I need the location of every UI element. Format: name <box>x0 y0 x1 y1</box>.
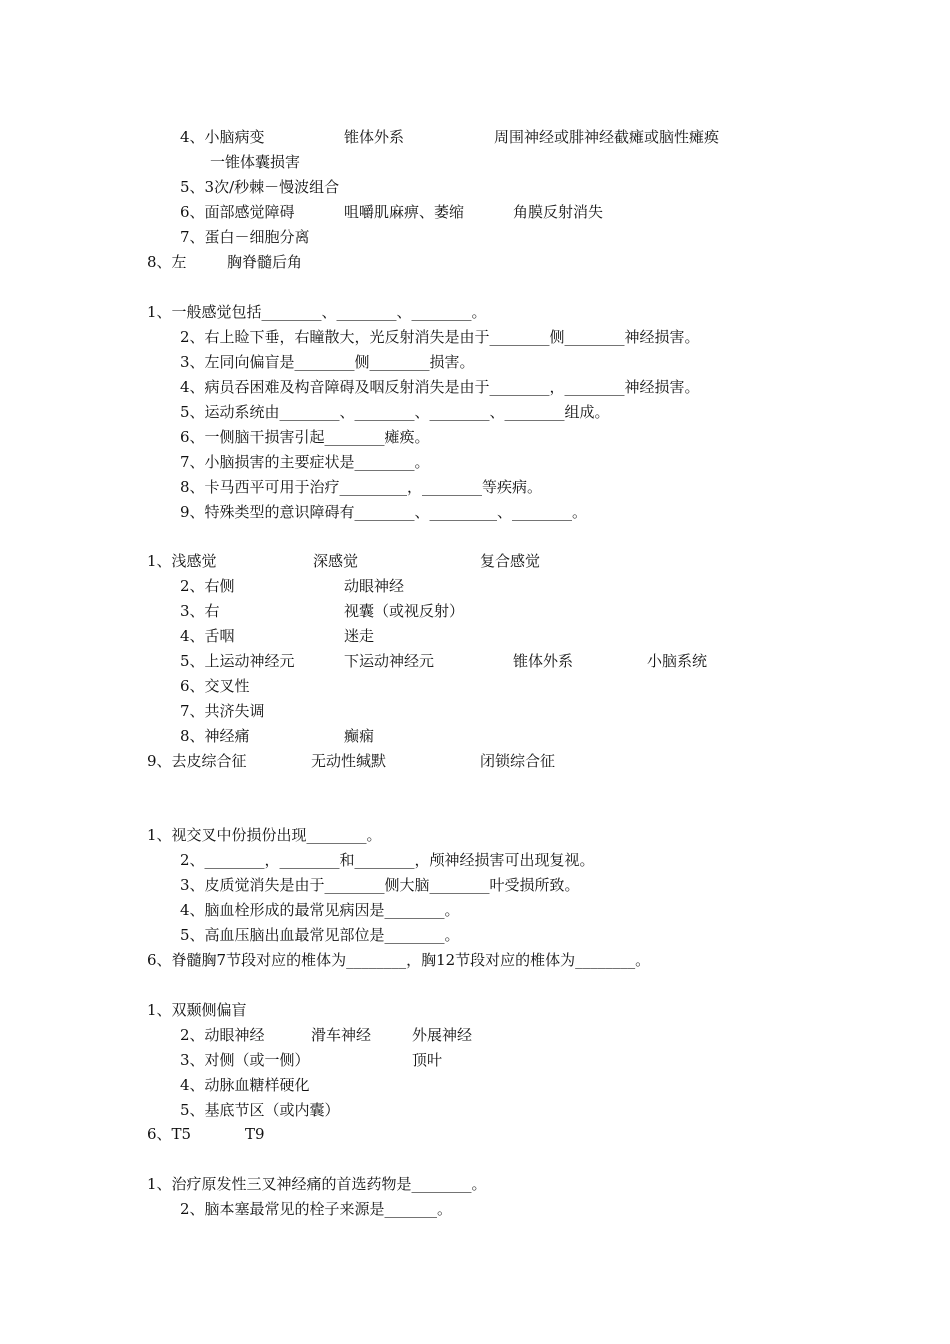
text-line <box>180 452 930 472</box>
text-segment: 深感觉 <box>313 552 359 570</box>
text-line <box>147 1174 930 1194</box>
text-line <box>180 377 930 397</box>
text-segment: 9、特殊类型的意识障碍有________、_________、________。 <box>180 503 588 521</box>
text-segment: 3、左同向偏盲是________侧________损害。 <box>180 353 475 371</box>
text-segment: 5、运动系统由________、________、________、________组成。 <box>180 403 610 421</box>
text-line <box>147 302 930 322</box>
text-segment: 2、动眼神经 <box>180 1026 265 1044</box>
text-segment: 动眼神经 <box>344 577 405 595</box>
text-line <box>147 252 930 272</box>
text-line <box>180 177 930 197</box>
text-segment: 顶叶 <box>412 1051 443 1069</box>
text-line <box>180 502 930 522</box>
text-line <box>180 626 930 646</box>
text-line <box>180 726 930 746</box>
text-segment: 小脑系统 <box>647 652 708 670</box>
text-segment: 角膜反射消失 <box>513 203 604 221</box>
text-segment: 8、卡马西平可用于治疗_________，________等疾病。 <box>180 478 543 496</box>
text-line <box>180 1100 930 1120</box>
text-line <box>180 202 930 222</box>
text-segment: 闭锁综合征 <box>480 752 556 770</box>
text-segment: 锥体外系 <box>513 652 574 670</box>
text-segment: 1、一般感觉包括________、________、________。 <box>147 303 487 321</box>
text-segment: 2、右侧 <box>180 577 235 595</box>
text-segment: 1、双颞侧偏盲 <box>147 1001 247 1019</box>
text-line <box>210 152 930 172</box>
text-segment: 5、基底节区（或内囊） <box>180 1101 340 1119</box>
text-line <box>180 651 930 671</box>
text-line <box>147 751 930 771</box>
text-segment: 4、动脉血糖样硬化 <box>180 1076 310 1094</box>
text-line <box>180 227 930 247</box>
text-segment: 4、脑血栓形成的最常见病因是________。 <box>180 901 460 919</box>
text-segment: 6、面部感觉障碍 <box>180 203 295 221</box>
text-segment: 咀嚼肌麻痹、萎缩 <box>344 203 465 221</box>
text-line <box>147 825 930 845</box>
text-line <box>180 1050 930 1070</box>
text-line <box>147 1000 930 1020</box>
text-segment: 3、右 <box>180 602 220 620</box>
text-line <box>180 352 930 372</box>
text-line <box>180 1025 930 1045</box>
text-segment: 1、浅感觉 <box>147 552 217 570</box>
text-segment: 5、高血压脑出血最常见部位是________。 <box>180 926 460 944</box>
text-line <box>180 127 930 147</box>
text-segment: 锥体外系 <box>344 128 405 146</box>
text-segment: 6、T5 <box>147 1125 192 1143</box>
text-line <box>180 327 930 347</box>
text-line <box>147 551 930 571</box>
text-segment: 胸脊髓后角 <box>227 253 303 271</box>
text-line <box>180 402 930 422</box>
text-segment: 4、小脑病变 <box>180 128 265 146</box>
text-line <box>180 850 930 870</box>
text-segment: 2、脑本塞最常见的栓子来源是_______。 <box>180 1200 453 1218</box>
text-line <box>180 925 930 945</box>
text-segment: 下运动神经元 <box>344 652 435 670</box>
text-segment: 1、视交叉中份损份出现________。 <box>147 826 382 844</box>
text-line <box>180 676 930 696</box>
text-line <box>180 1199 930 1219</box>
text-line <box>147 950 930 970</box>
text-segment: 2、右上睑下垂，右瞳散大，光反射消失是由于________侧________神经损害。 <box>180 328 700 346</box>
text-segment: 7、共济失调 <box>180 702 265 720</box>
text-segment: 周围神经或腓神经截瘫或脑性瘫痪 <box>494 128 720 146</box>
text-line <box>180 427 930 447</box>
text-line <box>180 576 930 596</box>
text-segment: 1、治疗原发性三叉神经痛的首选药物是________。 <box>147 1175 487 1193</box>
text-segment: 8、神经痛 <box>180 727 250 745</box>
text-segment: 癫痫 <box>344 727 375 745</box>
text-line <box>180 875 930 895</box>
text-segment: 7、蛋白－细胞分离 <box>180 228 310 246</box>
text-segment: 3、皮质觉消失是由于________侧大脑________叶受损所致。 <box>180 876 580 894</box>
text-segment: 4、病员吞困难及构音障碍及咽反射消失是由于________，________神经损害。 <box>180 378 700 396</box>
text-segment: 8、左 <box>147 253 187 271</box>
text-line <box>180 601 930 621</box>
text-line <box>180 900 930 920</box>
text-segment: 一锥体囊损害 <box>210 153 301 171</box>
text-segment: 复合感觉 <box>480 552 541 570</box>
text-segment: 5、上运动神经元 <box>180 652 295 670</box>
text-segment: 6、一侧脑干损害引起________瘫痪。 <box>180 428 430 446</box>
text-segment: 迷走 <box>344 627 375 645</box>
text-segment: T9 <box>245 1125 265 1143</box>
text-segment: 滑车神经 <box>311 1026 372 1044</box>
text-segment: 5、3次/秒棘－慢波组合 <box>180 178 340 196</box>
text-segment: 2、________，________和________，颅神经损害可出现复视。 <box>180 851 595 869</box>
text-line <box>180 701 930 721</box>
text-segment: 4、舌咽 <box>180 627 235 645</box>
text-segment: 外展神经 <box>412 1026 473 1044</box>
text-segment: 7、小脑损害的主要症状是________。 <box>180 453 430 471</box>
text-segment: 3、对侧（或一侧） <box>180 1051 310 1069</box>
text-segment: 6、脊髓胸7节段对应的椎体为________，胸12节段对应的椎体为________。 <box>147 951 651 969</box>
text-line <box>180 1075 930 1095</box>
text-segment: 9、去皮综合征 <box>147 752 247 770</box>
text-segment: 6、交叉性 <box>180 677 250 695</box>
text-segment: 无动性缄默 <box>311 752 387 770</box>
text-line <box>147 1124 930 1144</box>
text-line <box>180 477 930 497</box>
text-segment: 视囊（或视反射） <box>344 602 465 620</box>
